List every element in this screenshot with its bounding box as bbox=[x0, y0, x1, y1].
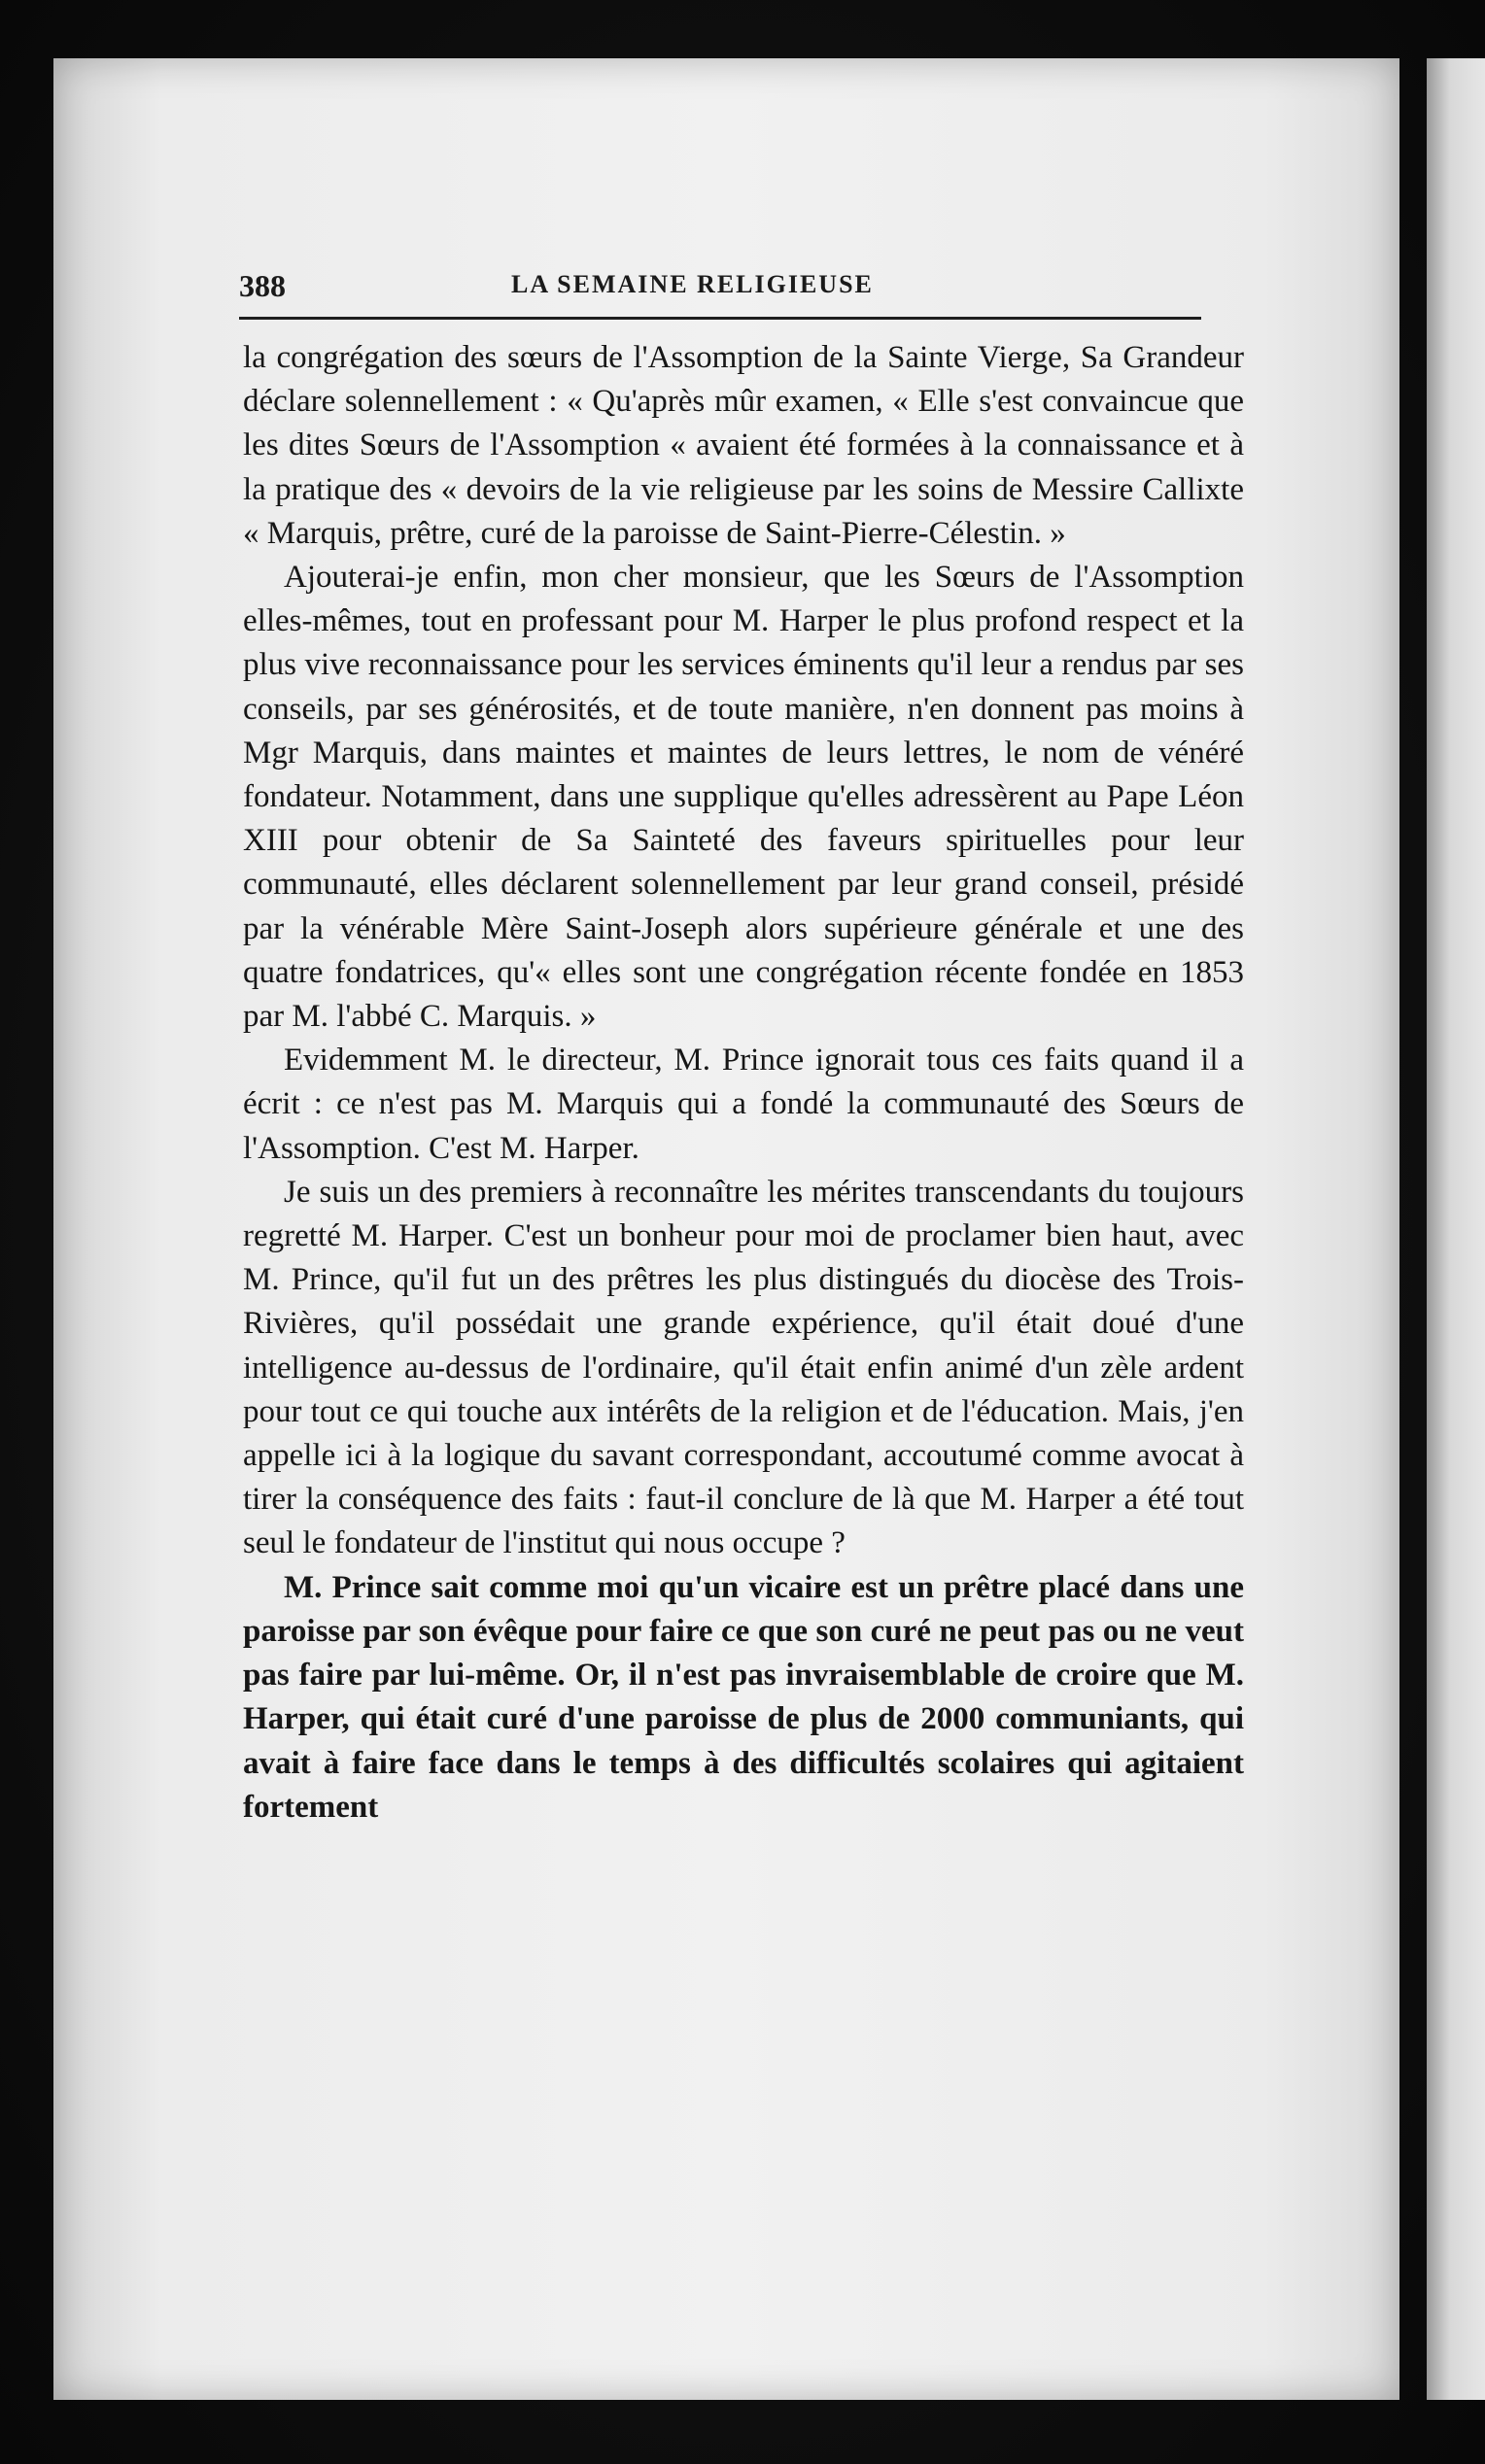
adjacent-page-edge bbox=[1427, 58, 1485, 2400]
paragraph-5: M. Prince sait comme moi qu'un vicaire est un prêtre placé dans une paroisse par son évêque pour faire ce que son curé ne peut pas ou ne veut pas faire par lui-même. Or, il n'est pas invraisemblable de croire que M. Harper, qui était curé d'une paroisse de plus de 2000 communiants, qui avait à faire face dans le temps à des difficultés scolaires qui agitaient fortement bbox=[243, 1569, 1244, 1825]
page-header bbox=[239, 262, 1201, 311]
paragraph-4: Je suis un des premiers à reconnaître les mérites transcendants du toujours regretté M. Harper. C'est un bonheur pour moi de proclamer bien haut, avec M. Prince, qu'il fut un des prêtres les plus distingués du diocèse des Trois-Rivières, qu'il possédait une grande expérience, qu'il était doué d'une intelligence au-dessus de l'ordinaire, qu'il était enfin animé d'un zèle ardent pour tout ce qui touche aux intérêts de la religion et de l'éducation. Mais, j'en appelle ici à la logique du savant correspondant, accoutumé comme avocat à tirer la conséquence des faits : faut-il conclure de là que M. Harper a été tout seul le fondateur de l'institut qui nous occupe ? bbox=[243, 1174, 1244, 1561]
paragraph-1: la congrégation des sœurs de l'Assomption de la Sainte Vierge, Sa Grandeur déclare solennellement : « Qu'après mûr examen, « Elle s'est convaincue que les dites Sœurs de l'Assomption « avaient été formées à la connaissance et à la pratique des « devoirs de la vie religieuse par les soins de Messire Callixte « Marquis, prêtre, curé de la paroisse de Saint-Pierre-Célestin. » bbox=[243, 340, 1244, 551]
paragraph-3: Evidemment M. le directeur, M. Prince ignorait tous ces faits quand il a écrit : ce n'est pas M. Marquis qui a fondé la communauté des Sœurs de l'Assomption. C'est M. Harper. bbox=[243, 1043, 1244, 1166]
page-number: 388 bbox=[239, 268, 286, 303]
header-rule bbox=[239, 317, 1201, 320]
body-text bbox=[243, 336, 1244, 1830]
paragraph-2: Ajouterai-je enfin, mon cher monsieur, que les Sœurs de l'Assomption elles-mêmes, tout en professant pour M. Harper le plus profond respect et la plus vive reconnaissance pour les services éminents qu'il leur a rendus par ses conseils, par ses générosités, et de toute manière, n'en donnent pas moins à Mgr Marquis, dans maintes et maintes de leurs lettres, le nom de vénéré fondateur. Notamment, dans une supplique qu'elles adressèrent au Pape Léon XIII pour obtenir de Sa Sainteté des faveurs spirituelles pour leur communauté, elles déclarent solennellement par leur grand conseil, présidé par la vénérable Mère Saint-Joseph alors supérieure générale et une des quatre fondatrices, qu'« elles sont une congrégation récente fondée en 1853 par M. l'abbé C. Marquis. » bbox=[243, 560, 1244, 1035]
running-title: LA SEMAINE RELIGIEUSE bbox=[511, 270, 874, 298]
